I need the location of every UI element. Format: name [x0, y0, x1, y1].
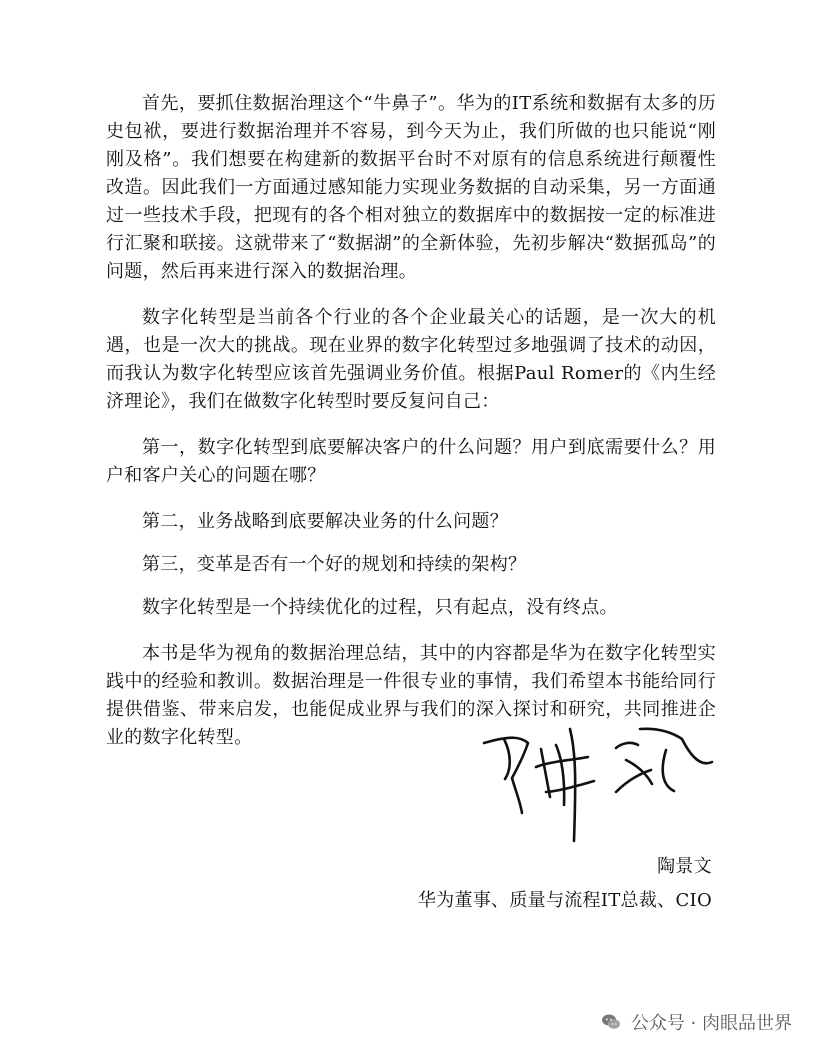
source-watermark	[599, 1008, 792, 1036]
paragraph: 首先，要抓住数据治理这个“牛鼻子”。华为的IT系统和数据有太多的历史包袱，要进行数据治理并不容易，到今天为止，我们所做的也只能说“刚刚及格”。我们想要在构建新的数据平台时不对原有的信息系统进行颠覆性改造。因此我们一方面通过感知能力实现业务数据的自动采集，另一方面通过一些技术手段，把现有的各个相对独立的数据库中的数据按一定的标准进行汇聚和联接。这就带来了“数据湖”的全新体验，先初步解决“数据孤岛”的问题，然后再来进行深入的数据治理。	[106, 93, 716, 282]
paragraph: 本书是华为视角的数据治理总结，其中的内容都是华为在数字化转型实践中的经验和教训。数据治理是一件很专业的事情，我们希望本书能给同行提供借鉴、带来启发，也能促成业界与我们的深入探讨和研究，共同推进企业的数字化转型。	[106, 643, 716, 748]
paragraph: 数字化转型是一个持续优化的过程，只有起点，没有终点。	[142, 597, 618, 618]
author-name: 陶景文	[657, 856, 712, 877]
paragraph: 第一，数字化转型到底要解决客户的什么问题？用户到底需要什么？用户和客户关心的问题在哪？	[106, 437, 716, 486]
paragraph: 第二，业务战略到底要解决业务的什么问题？	[142, 511, 508, 532]
paragraph: 数字化转型是当前各个行业的各个企业最关心的话题，是一次大的机遇，也是一次大的挑战。现在业界的数字化转型过多地强调了技术的动因，而我认为数字化转型应该首先强调业务价值。根据Paul Romer的《内生经济理论》，我们在做数字化转型时要反复问自己：	[106, 307, 716, 412]
author-block	[418, 850, 712, 918]
watermark-text: 公众号 · 肉眼品世界	[630, 1013, 792, 1034]
signature-image	[476, 715, 726, 845]
paragraph: 第三，变革是否有一个好的规划和持续的架构？	[142, 554, 527, 575]
wechat-icon	[599, 1010, 623, 1034]
document-body	[106, 90, 716, 770]
author-title: 华为董事、质量与流程IT总裁、CIO	[417, 890, 712, 911]
